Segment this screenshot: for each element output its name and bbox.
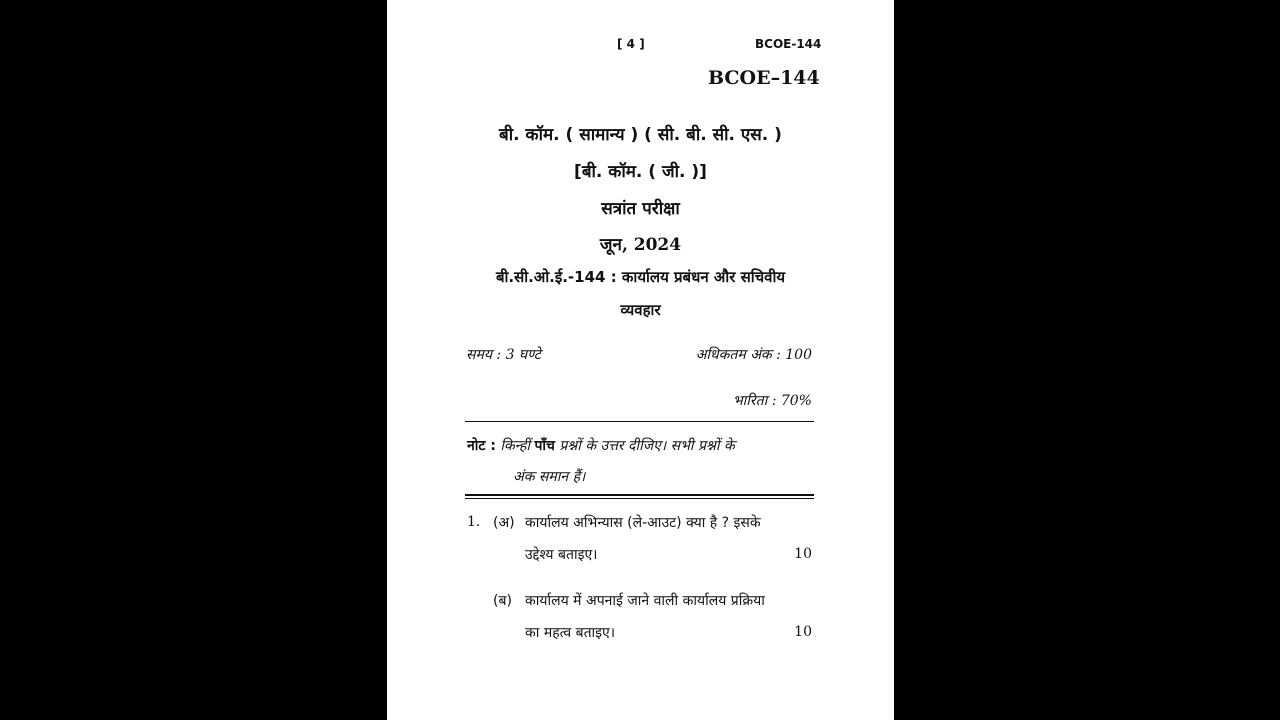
exam-date: जून, 2024: [599, 235, 682, 255]
note-text-after: प्रश्नों के उत्तर दीजिए। सभी प्रश्नों के: [559, 438, 735, 454]
time-allowed: समय : 3 घण्टे: [466, 347, 541, 363]
note-line1: [467, 436, 735, 455]
note-emphasis: पाँच: [534, 438, 555, 454]
question-1b-line2: का महत्व बताइए।: [525, 625, 616, 641]
exam-title: सत्रांत परीक्षा: [601, 199, 680, 219]
weightage: भारिता : 70%: [732, 393, 812, 409]
course-title-line2: व्यवहार: [620, 301, 661, 319]
paper-code-large: BCOE–144: [708, 67, 820, 89]
double-divider-bottom: [465, 498, 814, 499]
page-number: [ 4 ]: [617, 37, 645, 51]
programme-title: बी. कॉम. ( सामान्य ) ( सी. बी. सी. एस. ): [499, 125, 782, 145]
question-1b-line1: कार्यालय में अपनाई जाने वाली कार्यालय प्रक्रिया: [525, 593, 765, 609]
question-1a-line1: कार्यालय अभिन्यास (ले-आउट) क्या है ? इसके: [525, 515, 761, 531]
note-label: नोट :: [467, 438, 496, 454]
question-1a-marks: 10: [794, 546, 812, 562]
divider-line: [465, 421, 814, 422]
question-number: 1.: [467, 514, 481, 530]
double-divider-top: [465, 494, 814, 496]
question-1b-marks: 10: [794, 624, 812, 640]
question-1b-label: (ब): [493, 593, 512, 609]
question-1a-label: (अ): [493, 515, 515, 531]
course-title-line1: बी.सी.ओ.ई.-144 : कार्यालय प्रबंधन और सचिवीय: [495, 268, 786, 286]
maximum-marks: अधिकतम अंक : 100: [695, 347, 812, 363]
note-text-before: किन्हीं: [500, 438, 531, 454]
paper-code-small: BCOE-144: [755, 37, 822, 51]
note-line2: अंक समान हैं।: [513, 469, 586, 485]
question-1a-line2: उद्देश्य बताइए।: [525, 547, 598, 563]
programme-subtitle: [बी. कॉम. ( जी. )]: [574, 162, 707, 182]
exam-paper-page: [387, 0, 894, 720]
